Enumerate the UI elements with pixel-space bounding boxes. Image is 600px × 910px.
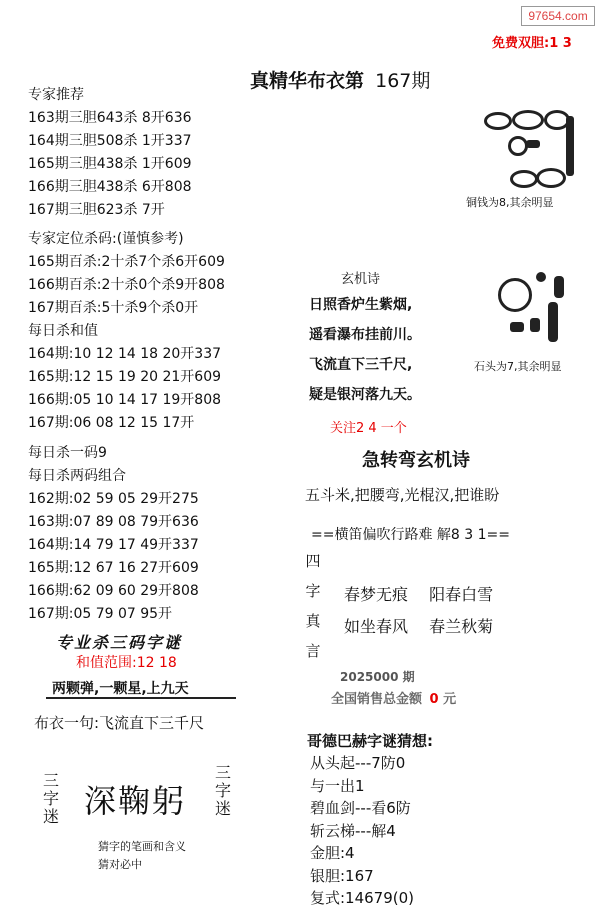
goldbach-title: 哥德巴赫字谜猜想: bbox=[307, 732, 433, 750]
sales-unit: 元 bbox=[443, 692, 457, 707]
four-char-label bbox=[304, 546, 322, 666]
sum-range: 和值范围:12 18 bbox=[76, 655, 177, 671]
xuanji-poem bbox=[309, 290, 421, 410]
pair-row-1 bbox=[344, 582, 493, 605]
list-item: 165期:12 15 19 20 21开609 bbox=[28, 369, 222, 385]
pro-riddle: 专业杀三码字谜 bbox=[56, 633, 183, 652]
list-item: 163期:07 89 08 79开636 bbox=[28, 514, 199, 530]
sales-total bbox=[331, 688, 456, 707]
riddle-right-label: 三字迷 bbox=[214, 763, 231, 818]
coins-icon bbox=[484, 110, 580, 190]
xuanji-title: 玄机诗 bbox=[341, 272, 381, 287]
poem-line: 日照香炉生紫烟, bbox=[309, 297, 413, 313]
goldbach-list bbox=[310, 752, 590, 910]
list-item: 碧血剑---看6防 bbox=[310, 799, 411, 817]
phrase: 春梦无痕 bbox=[344, 585, 409, 604]
label-char: 字 bbox=[305, 582, 321, 600]
list-item: 165期:12 67 16 27开609 bbox=[28, 560, 199, 576]
list-item: 从头起---7防0 bbox=[310, 754, 406, 772]
list-item: 金胆:4 bbox=[310, 844, 355, 862]
list-item: 166期三胆438杀 6开808 bbox=[28, 179, 192, 195]
list-item: 与一出1 bbox=[310, 776, 365, 795]
stones-caption: 石头为7,其余明显 bbox=[474, 360, 562, 373]
list-item: 164期:14 79 17 49开337 bbox=[28, 537, 199, 553]
list-item: 167期三胆623杀 7开 bbox=[28, 202, 165, 218]
list-item: 斩云梯---解4 bbox=[310, 821, 396, 840]
phrase: 阳春白雪 bbox=[429, 585, 494, 604]
expert-recommend-title: 专家推荐 bbox=[28, 87, 84, 103]
free-pick: 免费双胆:1 3 bbox=[492, 36, 572, 51]
expert-position-block bbox=[28, 228, 278, 435]
daily-sum-title: 每日杀和值 bbox=[28, 323, 98, 339]
list-item: 164期三胆508杀 1开337 bbox=[28, 133, 192, 149]
sales-issue: 2025000 期 bbox=[340, 670, 415, 684]
poem-line: 飞流直下三千尺, bbox=[309, 357, 413, 373]
daily-two-title: 每日杀两码组合 bbox=[28, 468, 126, 484]
coins-caption: 铜钱为8,其余明显 bbox=[466, 196, 554, 209]
jizhuan-title: 急转弯玄机诗 bbox=[362, 450, 470, 471]
daily-one: 每日杀一码9 bbox=[28, 445, 107, 461]
list-item: 167期:06 08 12 15 17开 bbox=[28, 415, 195, 431]
stones-icon bbox=[492, 268, 584, 346]
phrase: 如坐春风 bbox=[344, 617, 409, 636]
list-item: 复式:14679(0) bbox=[310, 889, 415, 907]
list-item: 165期三胆438杀 1开609 bbox=[28, 156, 192, 172]
list-item: 银胆:167 bbox=[310, 866, 374, 885]
riddle-left-label: 三字迷 bbox=[42, 771, 59, 826]
list-item: 163期三胆643杀 8开636 bbox=[28, 110, 192, 126]
list-item: 162期:02 59 05 29开275 bbox=[28, 491, 199, 507]
pair-row-2 bbox=[344, 614, 493, 637]
poem-line: 疑是银河落九天。 bbox=[309, 387, 421, 403]
list-item: 166期:62 09 60 29开808 bbox=[28, 583, 199, 599]
list-item: 167期百杀:5十杀9个杀0开 bbox=[28, 300, 199, 316]
riddle-word: 深鞠躬 bbox=[84, 782, 187, 820]
left-column bbox=[28, 84, 278, 222]
phrase: 春兰秋菊 bbox=[429, 617, 494, 636]
site-badge[interactable]: 97654.com bbox=[521, 6, 595, 26]
divider bbox=[46, 697, 236, 699]
daily-two-block bbox=[28, 442, 278, 626]
riddle-note-1: 猜字的笔画和含义 bbox=[98, 840, 186, 853]
label-char: 言 bbox=[305, 642, 321, 660]
label-char: 四 bbox=[305, 552, 321, 570]
list-item: 164期:10 12 14 18 20开337 bbox=[28, 346, 222, 362]
list-item: 167期:05 79 07 95开 bbox=[28, 606, 173, 622]
flute-line: ==横笛偏吹行路难 解8 3 1== bbox=[311, 527, 510, 543]
title-text: 真精华布衣第 bbox=[250, 70, 365, 92]
two-bullets: 两颗弹,一颗星,上九天 bbox=[52, 681, 189, 697]
buyi-line: 布衣一句:飞流直下三千尺 bbox=[34, 714, 205, 732]
sales-value: 0 bbox=[429, 692, 439, 707]
label-char: 真 bbox=[305, 612, 321, 630]
jizhuan-line: 五斗米,把腰弯,光棍汉,把谁盼 bbox=[305, 486, 500, 504]
riddle-note-2: 猜对必中 bbox=[98, 858, 142, 871]
list-item: 166期:05 10 14 17 19开808 bbox=[28, 392, 222, 408]
list-item: 165期百杀:2十杀7个杀6开609 bbox=[28, 254, 225, 270]
expert-position-title: 专家定位杀码:(谨慎参考) bbox=[28, 231, 184, 247]
sales-label: 全国销售总金额 bbox=[331, 692, 423, 707]
poem-line: 遥看瀑布挂前川。 bbox=[309, 327, 421, 343]
follow-note: 关注2 4 一个 bbox=[330, 421, 407, 436]
issue-number: 167期 bbox=[375, 70, 431, 92]
list-item: 166期百杀:2十杀0个杀9开808 bbox=[28, 277, 225, 293]
